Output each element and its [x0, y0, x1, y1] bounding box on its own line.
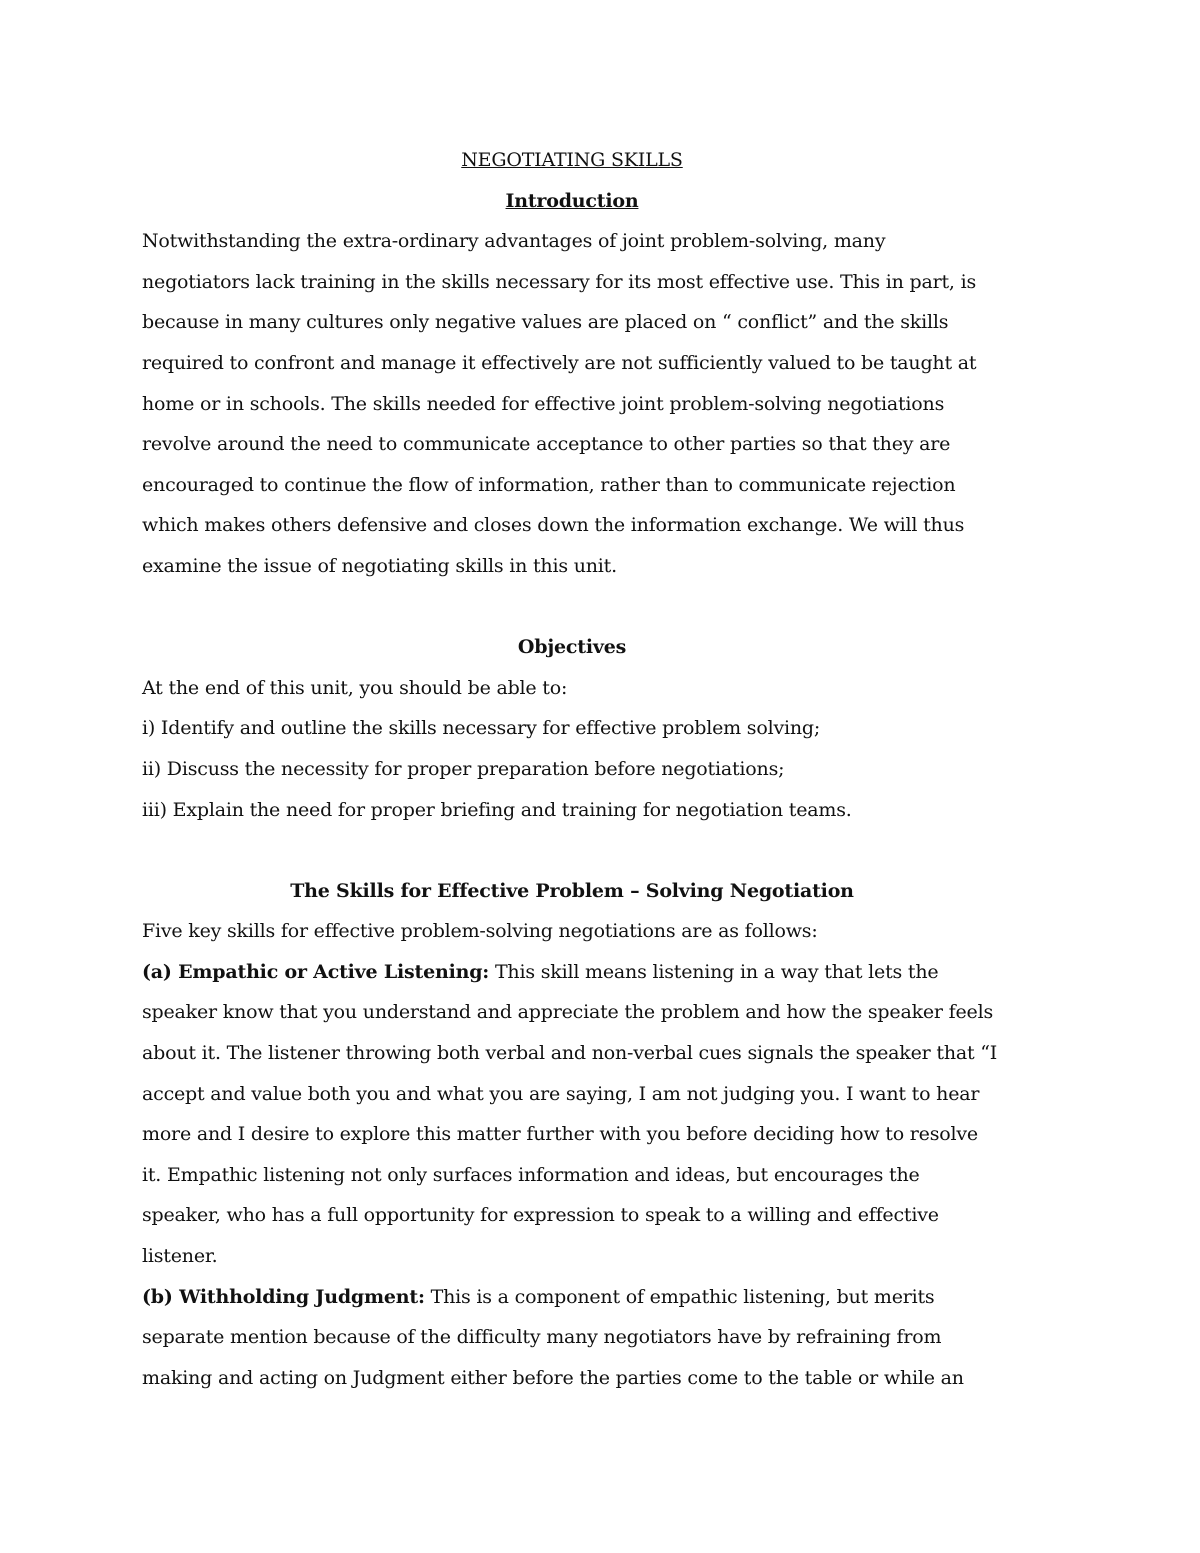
paragraph-line: examine the issue of negotiating skills in this unit.	[142, 554, 617, 577]
skills-lead: Five key skills for effective problem-solving negotiations are as follows:	[142, 920, 818, 943]
introduction-paragraph	[142, 221, 1002, 586]
skill-b-label: (b) Withholding Judgment:	[142, 1285, 425, 1308]
paragraph-line: speaker, who has a full opportunity for expression to speak to a willing and effective	[142, 1204, 939, 1227]
blank-line	[142, 587, 1002, 628]
paragraph-line: making and acting on Judgment either before the parties come to the table or while an	[142, 1366, 964, 1389]
paragraph-line: speaker know that you understand and appreciate the problem and how the speaker feels	[142, 1001, 993, 1024]
paragraph-line: revolve around the need to communicate acceptance to other parties so that they are	[142, 433, 951, 456]
paragraph-line: because in many cultures only negative values are placed on “ conflict” and the skills	[142, 311, 949, 334]
paragraph-line: Notwithstanding the extra-ordinary advantages of joint problem-solving, many	[142, 230, 886, 253]
skill-a-text: This skill means listening in a way that lets the	[489, 960, 939, 983]
objectives-lead: At the end of this unit, you should be able to:	[142, 676, 568, 699]
objectives-section	[142, 668, 1002, 830]
paragraph-line: listener.	[142, 1245, 218, 1268]
blank-line	[142, 830, 1002, 871]
paragraph-line: required to confront and manage it effectively are not sufficiently valued to be taught at	[142, 351, 977, 374]
paragraph-line: more and I desire to explore this matter further with you before deciding how to resolve	[142, 1123, 978, 1146]
objectives-heading: Objectives	[517, 636, 627, 659]
objective-item: ii) Discuss the necessity for proper preparation before negotiations;	[142, 757, 785, 780]
objective-item: iii) Explain the need for proper briefing and training for negotiation teams.	[142, 798, 852, 821]
paragraph-line: about it. The listener throwing both verbal and non-verbal cues signals the speaker that “I	[142, 1042, 998, 1065]
skill-b-first-line	[142, 1277, 1002, 1318]
paragraph-line: which makes others defensive and closes down the information exchange. We will thus	[142, 514, 965, 537]
document-page	[142, 140, 1002, 1398]
paragraph-line: it. Empathic listening not only surfaces information and ideas, but encourages the	[142, 1163, 920, 1186]
document-title: NEGOTIATING SKILLS	[461, 149, 683, 171]
paragraph-line: accept and value both you and what you are saying, I am not judging you. I want to hear	[142, 1082, 980, 1105]
paragraph-line: home or in schools. The skills needed for effective joint problem-solving negotiations	[142, 392, 945, 415]
skill-b-text: This is a component of empathic listening, but merits	[424, 1285, 935, 1308]
skills-section	[142, 911, 1002, 1398]
skill-a-first-line	[142, 952, 1002, 993]
paragraph-line: separate mention because of the difficulty many negotiators have by refraining from	[142, 1326, 942, 1349]
skill-a-label: (a) Empathic or Active Listening:	[142, 960, 490, 983]
paragraph-line: negotiators lack training in the skills necessary for its most effective use. This in part, is	[142, 270, 977, 293]
paragraph-line: encouraged to continue the flow of information, rather than to communicate rejection	[142, 473, 956, 496]
skills-heading: The Skills for Effective Problem – Solving Negotiation	[290, 879, 854, 902]
objective-item: i) Identify and outline the skills necessary for effective problem solving;	[142, 717, 821, 740]
introduction-heading: Introduction	[505, 189, 639, 212]
